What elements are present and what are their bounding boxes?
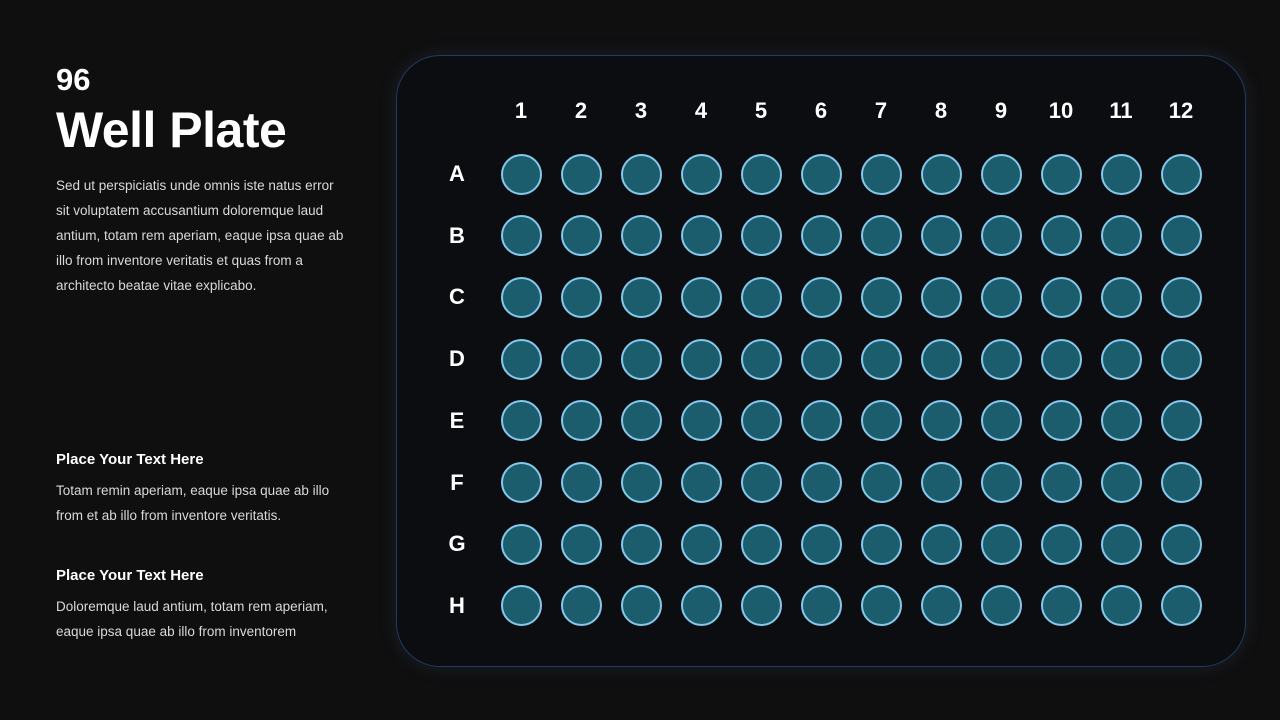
- column-label-8: 8: [934, 98, 948, 123]
- column-label-1: 1: [514, 98, 528, 123]
- well-plate: [396, 55, 1246, 667]
- well-H11: [1101, 585, 1142, 626]
- well-D6: [801, 339, 842, 380]
- well-B10: [1041, 215, 1082, 256]
- row-label-A: A: [449, 161, 465, 186]
- well-G10: [1041, 524, 1082, 565]
- well-A5: [741, 154, 782, 195]
- well-B9: [981, 215, 1022, 256]
- well-F4: [681, 462, 722, 503]
- well-F9: [981, 462, 1022, 503]
- well-F3: [621, 462, 662, 503]
- well-B4: [681, 215, 722, 256]
- row-label-G: G: [448, 531, 466, 557]
- well-C3: [621, 277, 662, 318]
- well-F11: [1101, 462, 1142, 503]
- well-C12: [1161, 277, 1202, 318]
- column-label-2: 2: [574, 98, 588, 123]
- well-C6: [801, 277, 842, 318]
- well-D4: [681, 339, 722, 380]
- well-E8: [921, 400, 962, 441]
- well-G3: [621, 524, 662, 565]
- well-F5: [741, 462, 782, 503]
- row-label-F: F: [450, 469, 464, 495]
- well-D10: [1041, 339, 1082, 380]
- well-B7: [861, 215, 902, 256]
- well-A12: [1161, 154, 1202, 195]
- well-H7: [861, 585, 902, 626]
- column-label-4: 4: [694, 98, 708, 123]
- well-H4: [681, 585, 722, 626]
- well-G2: [561, 524, 602, 565]
- column-label-6: 6: [814, 98, 828, 123]
- text-block-1: [56, 450, 356, 528]
- well-D5: [741, 339, 782, 380]
- well-G12: [1161, 524, 1202, 565]
- well-H2: [561, 585, 602, 626]
- well-A11: [1101, 154, 1142, 195]
- well-A1: [501, 154, 542, 195]
- intro-section: [56, 60, 356, 298]
- row-label-C: C: [449, 284, 465, 310]
- well-B11: [1101, 215, 1142, 256]
- text-block-1-heading: Place Your Text Here: [56, 451, 204, 468]
- well-A10: [1041, 154, 1082, 195]
- column-label-5: 5: [754, 98, 768, 123]
- well-C5: [741, 277, 782, 318]
- well-H12: [1161, 585, 1202, 626]
- well-F6: [801, 462, 842, 503]
- well-F10: [1041, 462, 1082, 503]
- well-E10: [1041, 400, 1082, 441]
- well-H10: [1041, 585, 1082, 626]
- well-F12: [1161, 462, 1202, 503]
- well-H5: [741, 585, 782, 626]
- well-E5: [741, 400, 782, 441]
- well-D3: [621, 339, 662, 380]
- well-E3: [621, 400, 662, 441]
- well-H9: [981, 585, 1022, 626]
- well-G7: [861, 524, 902, 565]
- well-B2: [561, 215, 602, 256]
- well-G9: [981, 524, 1022, 565]
- well-G8: [921, 524, 962, 565]
- text-block-2-heading: Place Your Text Here: [56, 567, 204, 584]
- well-C8: [921, 277, 962, 318]
- well-A7: [861, 154, 902, 195]
- well-B5: [741, 215, 782, 256]
- well-D11: [1101, 339, 1142, 380]
- well-C7: [861, 277, 902, 318]
- well-H1: [501, 585, 542, 626]
- well-H3: [621, 585, 662, 626]
- row-label-E: E: [449, 407, 465, 433]
- well-C1: [501, 277, 542, 318]
- well-D2: [561, 339, 602, 380]
- row-label-H: H: [449, 592, 465, 618]
- well-A2: [561, 154, 602, 195]
- text-block-2-body: Doloremque laud antium, totam rem aperiam, eaque ipsa quae ab illo from inventorem: [56, 599, 328, 639]
- well-F1: [501, 462, 542, 503]
- well-F7: [861, 462, 902, 503]
- column-label-7: 7: [874, 98, 888, 123]
- row-label-D: D: [449, 346, 465, 372]
- well-D12: [1161, 339, 1202, 380]
- well-C11: [1101, 277, 1142, 318]
- text-block-2: [56, 566, 356, 644]
- well-C9: [981, 277, 1022, 318]
- well-G4: [681, 524, 722, 565]
- well-F2: [561, 462, 602, 503]
- well-B6: [801, 215, 842, 256]
- row-label-B: B: [449, 222, 465, 248]
- well-B12: [1161, 215, 1202, 256]
- well-H8: [921, 585, 962, 626]
- well-F8: [921, 462, 962, 503]
- well-E12: [1161, 400, 1202, 441]
- well-G6: [801, 524, 842, 565]
- well-E6: [801, 400, 842, 441]
- well-E9: [981, 400, 1022, 441]
- well-D1: [501, 339, 542, 380]
- column-label-9: 9: [994, 98, 1008, 123]
- column-label-11: 11: [1109, 98, 1133, 123]
- well-E2: [561, 400, 602, 441]
- column-label-3: 3: [634, 98, 648, 123]
- well-E4: [681, 400, 722, 441]
- well-B8: [921, 215, 962, 256]
- page-title: Well Plate: [56, 102, 287, 158]
- well-H6: [801, 585, 842, 626]
- well-E11: [1101, 400, 1142, 441]
- well-C4: [681, 277, 722, 318]
- well-A6: [801, 154, 842, 195]
- well-G11: [1101, 524, 1142, 565]
- well-G1: [501, 524, 542, 565]
- well-A8: [921, 154, 962, 195]
- plate-count: 96: [56, 62, 91, 97]
- intro-description: Sed ut perspiciatis unde omnis iste natus error sit voluptatem accusantium doloremque laud antium, totam rem aperiam, eaque ipsa quae ab illo from inventore veritatis et quas from a architecto beatae vitae explicabo.: [56, 178, 344, 293]
- well-D8: [921, 339, 962, 380]
- well-E7: [861, 400, 902, 441]
- well-A4: [681, 154, 722, 195]
- well-G5: [741, 524, 782, 565]
- text-block-1-body: Totam remin aperiam, eaque ipsa quae ab illo from et ab illo from inventore veritatis.: [56, 483, 330, 523]
- well-C10: [1041, 277, 1082, 318]
- well-D7: [861, 339, 902, 380]
- well-E1: [501, 400, 542, 441]
- well-A3: [621, 154, 662, 195]
- well-B1: [501, 215, 542, 256]
- well-A9: [981, 154, 1022, 195]
- column-label-10: 10: [1048, 98, 1074, 123]
- well-D9: [981, 339, 1022, 380]
- column-label-12: 12: [1168, 98, 1194, 123]
- well-B3: [621, 215, 662, 256]
- well-C2: [561, 277, 602, 318]
